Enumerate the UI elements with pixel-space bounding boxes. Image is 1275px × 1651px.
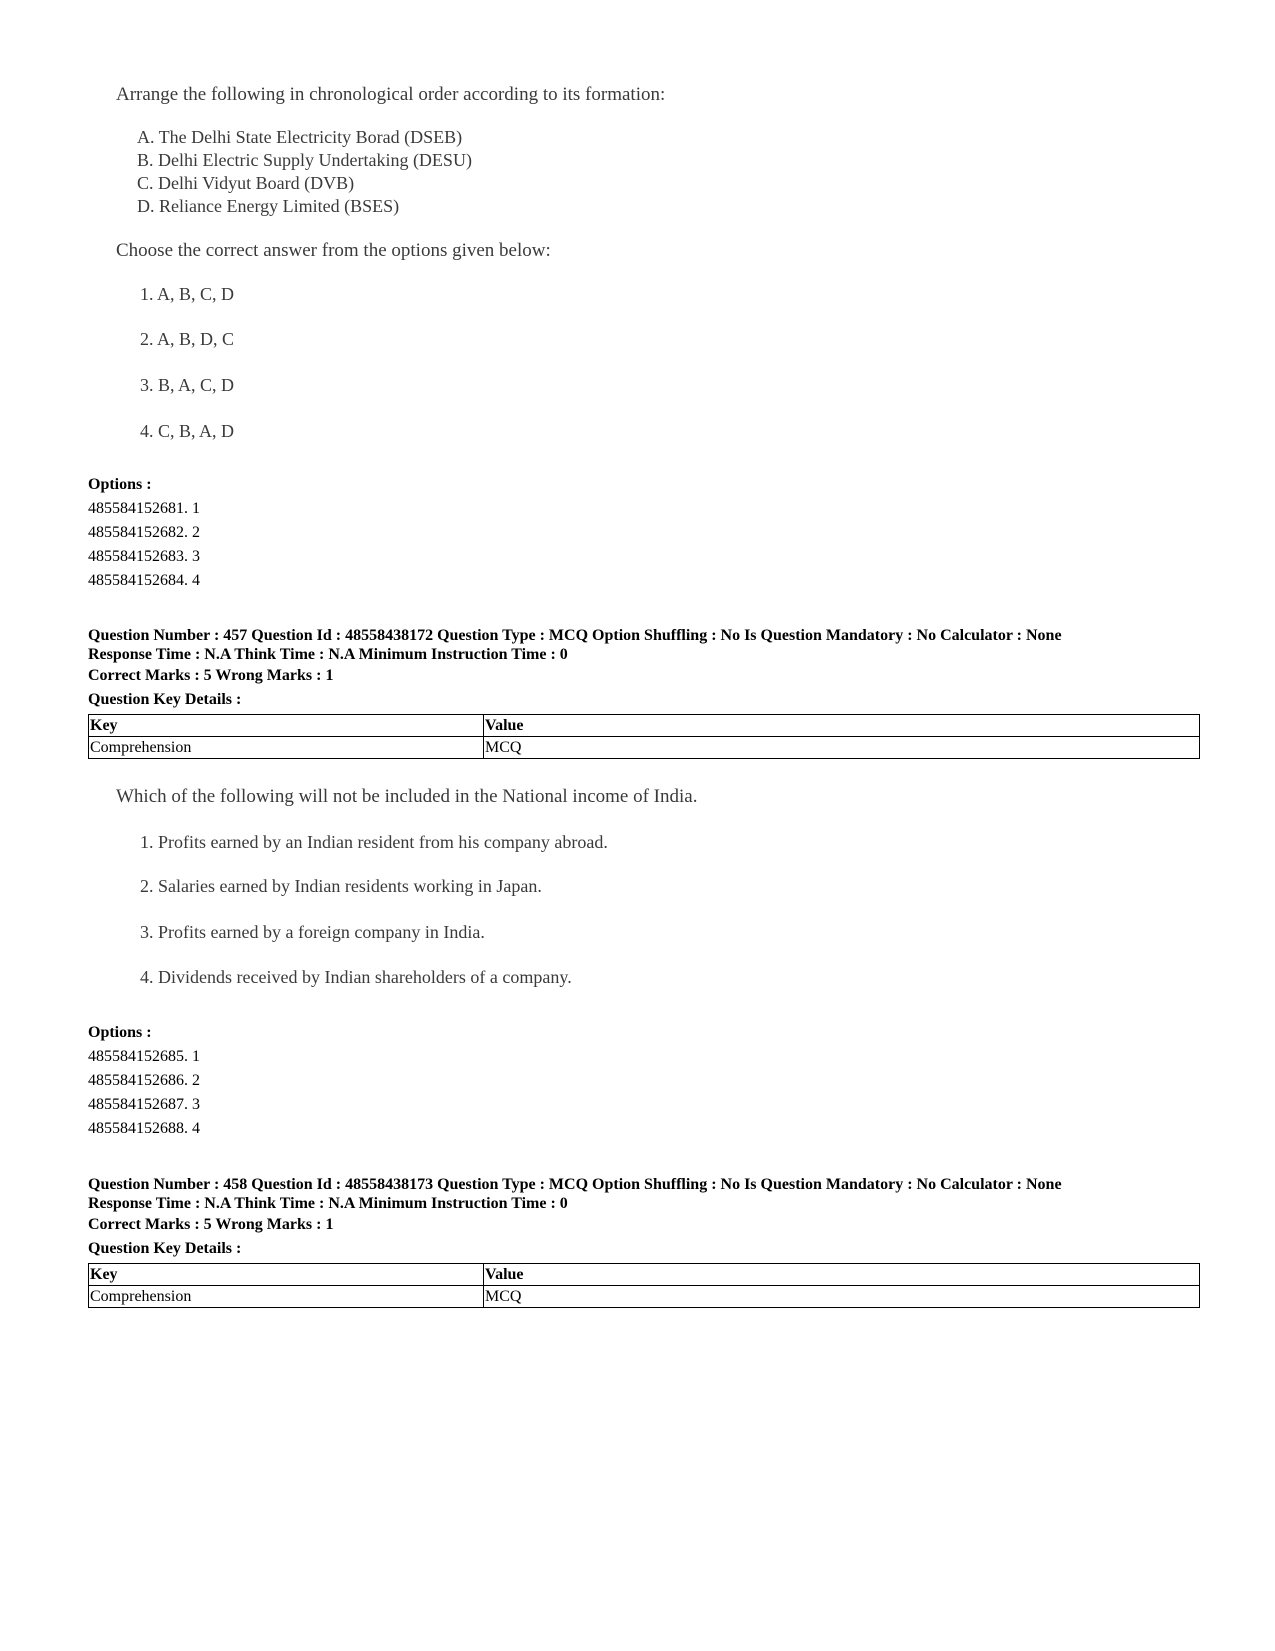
question-timing-line: Response Time : N.A Think Time : N.A Minimum Instruction Time : 0 [88, 646, 568, 663]
answer-choice: 1. Profits earned by an Indian resident from his company abroad. [140, 832, 608, 852]
table-header-row [89, 715, 1200, 737]
question-timing-line: Response Time : N.A Think Time : N.A Minimum Instruction Time : 0 [88, 1195, 568, 1212]
table-header-value: Value [484, 715, 1200, 737]
answer-choice: 3. Profits earned by a foreign company in India. [140, 922, 485, 942]
options-label: Options : [88, 1024, 152, 1041]
table-cell-value: MCQ [484, 737, 1200, 759]
option-item: 485584152682. 2 [88, 524, 200, 541]
question-prompt: Which of the following will not be included in the National income of India. [116, 786, 698, 807]
table-header-key: Key [89, 715, 484, 737]
marks-line: Correct Marks : 5 Wrong Marks : 1 [88, 1216, 334, 1233]
answer-choice: 4. Dividends received by Indian shareholders of a company. [140, 967, 572, 987]
answer-choice: 3. B, A, C, D [140, 375, 235, 395]
option-item: 485584152687. 3 [88, 1096, 200, 1113]
options-label: Options : [88, 476, 152, 493]
option-item: 485584152686. 2 [88, 1072, 200, 1089]
table-header-key: Key [89, 1264, 484, 1286]
statement-item: C. Delhi Vidyut Board (DVB) [137, 173, 355, 193]
question-prompt: Arrange the following in chronological order according to its formation: [116, 84, 666, 105]
question-header-line: Question Number : 458 Question Id : 48558438173 Question Type : MCQ Option Shuffling : No Is Question Mandatory : No Calculator : None [88, 1176, 1062, 1193]
table-row [89, 1286, 1200, 1308]
key-details-label: Question Key Details : [88, 1240, 242, 1257]
question-457-image [0, 770, 1275, 1000]
answer-choice: 1. A, B, C, D [140, 284, 235, 304]
option-item: 485584152683. 3 [88, 548, 200, 565]
option-item: 485584152684. 4 [88, 572, 200, 589]
option-item: 485584152685. 1 [88, 1048, 200, 1065]
answer-choice: 2. A, B, D, C [140, 329, 235, 349]
marks-line: Correct Marks : 5 Wrong Marks : 1 [88, 667, 334, 684]
table-cell-key: Comprehension [89, 737, 484, 759]
question-header-line: Question Number : 457 Question Id : 48558438172 Question Type : MCQ Option Shuffling : No Is Question Mandatory : No Calculator : None [88, 627, 1062, 644]
statement-item: B. Delhi Electric Supply Undertaking (DESU) [137, 150, 472, 170]
question-key-table [88, 714, 1200, 759]
answer-choice: 4. C, B, A, D [140, 421, 235, 441]
table-header-value: Value [484, 1264, 1200, 1286]
question-456-image [0, 0, 1275, 450]
table-row [89, 737, 1200, 759]
question-457-header [88, 626, 1188, 664]
statement-item: A. The Delhi State Electricity Borad (DSEB) [137, 127, 463, 147]
question-458-header [88, 1175, 1188, 1213]
answer-choice: 2. Salaries earned by Indian residents working in Japan. [140, 876, 542, 896]
statement-item: D. Reliance Energy Limited (BSES) [137, 196, 400, 216]
table-cell-key: Comprehension [89, 1286, 484, 1308]
table-header-row [89, 1264, 1200, 1286]
option-item: 485584152688. 4 [88, 1120, 200, 1137]
table-cell-value: MCQ [484, 1286, 1200, 1308]
question-key-table [88, 1263, 1200, 1308]
choose-instruction: Choose the correct answer from the options given below: [116, 240, 551, 261]
option-item: 485584152681. 1 [88, 500, 200, 517]
key-details-label: Question Key Details : [88, 691, 242, 708]
